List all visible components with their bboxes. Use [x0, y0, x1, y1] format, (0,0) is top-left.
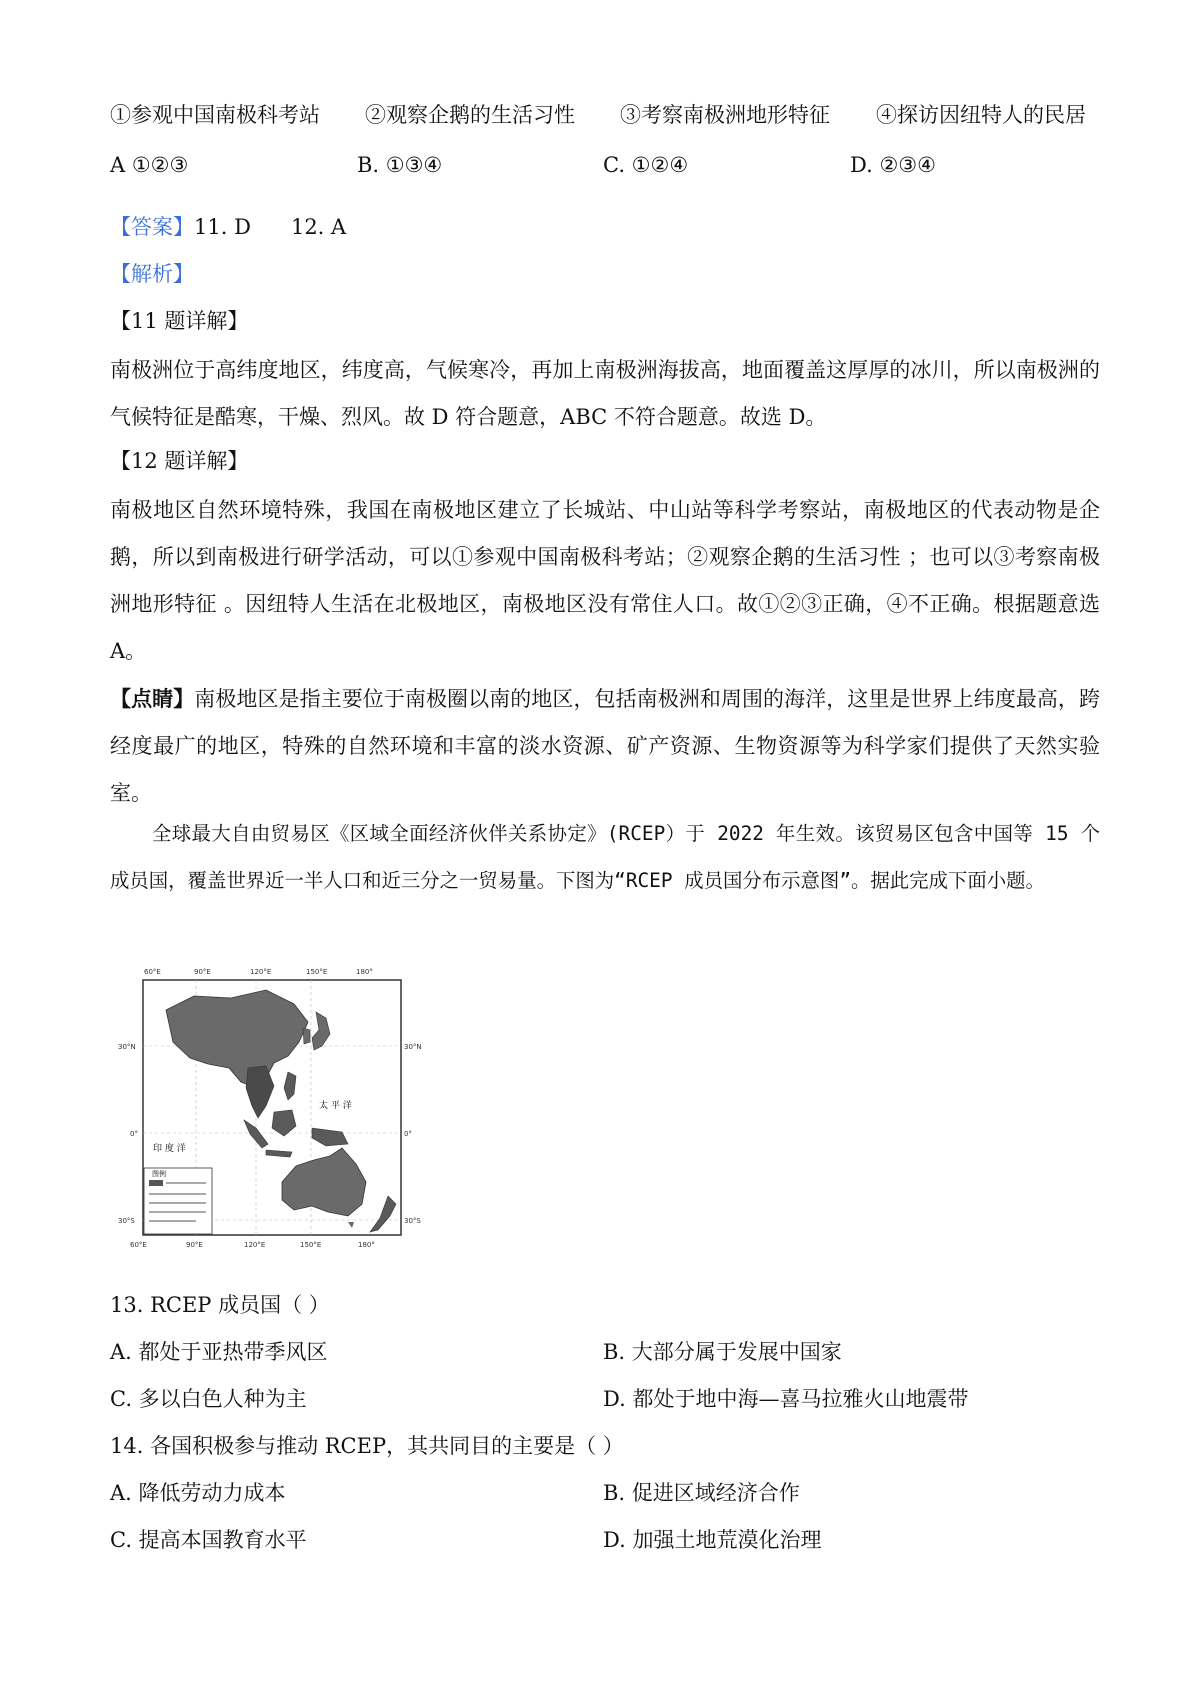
map-lat-right-3: 30°S — [404, 1217, 421, 1225]
map-lat-left-2: 0° — [130, 1130, 138, 1138]
q11-detail-title: 【11 题详解】 — [110, 309, 249, 333]
q12-option-2: ②观察企鹅的生活习性 — [365, 103, 575, 127]
note-text: 南极地区是指主要位于南极圈以南的地区，包括南极洲和周围的海洋，这里是世界上纬度最高，跨经度最广的地区，特殊的自然环境和丰富的淡水资源、矿产资源、生物资源等为科学家们提供了天然实验室。 — [110, 687, 1101, 805]
q12-detail-text: 南极地区自然环境特殊，我国在南极地区建立了长城站、中山站等科学考察站，南极地区的代表动物是企鹅，所以到南极进行研学活动，可以①参观中国南极科考站；②观察企鹅的生活习性 ；也可以③考察南极洲地形特征 。因纽特人生活在北极地区，南极地区没有常住人口。故①②③正确，④不正确。根据题意选 A。 — [110, 498, 1100, 663]
q13-option-b: B. 大部分属于发展中国家 — [603, 1340, 842, 1364]
map-bottom-tick-3: 120°E — [244, 1241, 266, 1249]
map-legend-title: 图例 — [152, 1170, 166, 1178]
rcep-intro: 全球最大自由贸易区《区域全面经济伙伴关系协定》(RCEP）于 2022 年生效。该贸易区包含中国等 15 个成员国，覆盖世界近一半人口和近三分之一贸易量。下图为“RCEP 成员国分布示意图”。据此完成下面小题。 — [110, 822, 1100, 892]
q11-detail-text: 南极洲位于高纬度地区，纬度高，气候寒冷，再加上南极洲海拔高，地面覆盖这厚厚的冰川，所以南极洲的气候特征是酷寒，干燥、烈风。故 D 符合题意，ABC 不符合题意。故选 D。 — [110, 358, 1100, 429]
map-top-tick-4: 150°E — [306, 968, 328, 976]
map-top-tick-2: 90°E — [194, 968, 211, 976]
q13-option-d: D. 都处于地中海—喜马拉雅火山地震带 — [603, 1387, 969, 1411]
q12-option-4: ④探访因纽特人的民居 — [876, 103, 1086, 127]
map-korea — [303, 1028, 310, 1044]
map-legend-swatch — [149, 1180, 163, 1186]
map-bottom-tick-2: 90°E — [186, 1241, 203, 1249]
q12-choice-d: D. ②③④ — [850, 153, 936, 177]
q12-detail-title: 【12 题详解】 — [110, 449, 249, 473]
q14-option-c: C. 提高本国教育水平 — [110, 1528, 307, 1552]
q14-option-d: D. 加强土地荒漠化治理 — [603, 1528, 822, 1552]
note-tag: 【点睛】 — [110, 686, 195, 711]
q12-option-1: ①参观中国南极科考站 — [110, 103, 320, 127]
map-lat-right-1: 30°N — [404, 1043, 422, 1051]
map-lat-left-1: 30°N — [118, 1043, 136, 1051]
map-bottom-tick-1: 60°E — [130, 1241, 147, 1249]
map-top-tick-5: 180° — [356, 968, 373, 976]
map-label-pacific: 太 平 洋 — [319, 1101, 352, 1111]
map-bottom-tick-4: 150°E — [300, 1241, 322, 1249]
q13-option-c: C. 多以白色人种为主 — [110, 1387, 307, 1411]
map-bottom-tick-5: 180° — [358, 1241, 375, 1249]
map-top-tick-1: 60°E — [144, 968, 161, 976]
q12-choice-c: C. ①②④ — [603, 153, 689, 177]
q14-option-a: A. 降低劳动力成本 — [110, 1481, 286, 1505]
answer-text: 11. D 12. A — [194, 215, 347, 239]
q13-stem: 13. RCEP 成员国（ ） — [110, 1293, 330, 1317]
q14-option-b: B. 促进区域经济合作 — [603, 1481, 800, 1505]
q14-stem: 14. 各国积极参与推动 RCEP，其共同目的主要是（ ） — [110, 1434, 624, 1458]
q12-choice-b: B. ①③④ — [357, 153, 443, 177]
q13-option-a: A. 都处于亚热带季风区 — [110, 1340, 328, 1364]
map-lat-right-2: 0° — [404, 1130, 412, 1138]
answer-line — [110, 212, 346, 242]
map-label-indian: 印 度 洋 — [153, 1144, 186, 1154]
q12-option-3: ③考察南极洲地形特征 — [620, 103, 830, 127]
analysis-tag: 【解析】 — [110, 262, 194, 286]
note-paragraph — [110, 675, 1100, 817]
map-lat-left-3: 30°S — [118, 1217, 135, 1225]
map-top-tick-3: 120°E — [250, 968, 272, 976]
rcep-member-map — [116, 960, 431, 1266]
q12-choice-a: A ①②③ — [110, 153, 189, 177]
answer-tag: 【答案】 — [110, 215, 194, 239]
